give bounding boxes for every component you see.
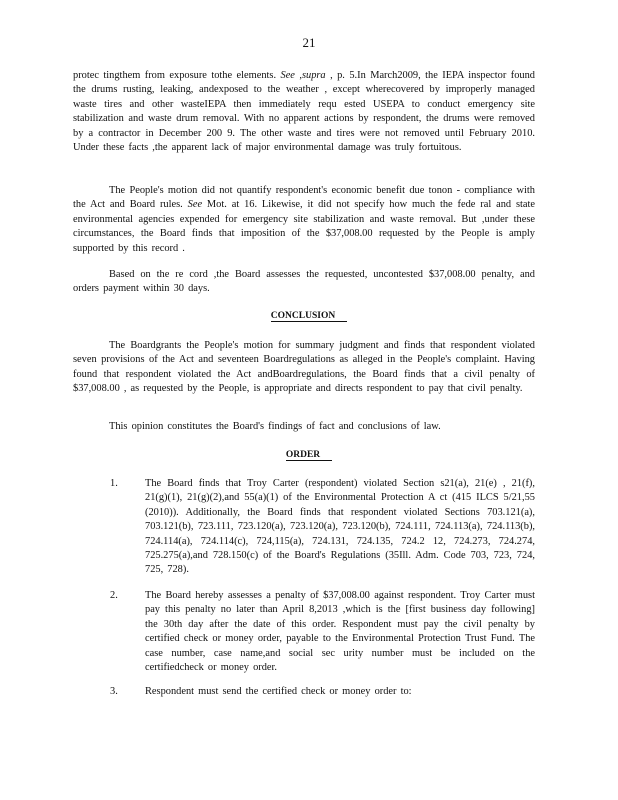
- para2-text-a: The People's motion did not quantify respondent's economic benefit due tonon - compliance with the Act and Board rules.: [73, 185, 535, 211]
- order-item-text: The Board hereby assesses a penalty of $37,008.00 against respondent. Troy Carter must pay this penalty no later than April 8,2013 ,which is the [first business day following] the 30th day after the date of this order. Respondent must pay the civil penalty by certified check or money order, payable to the Environmental Protection Trust Fund. The case number, case name,and social sec urity number must be included on the certifiedcheck or money order.: [145, 590, 535, 674]
- body-paragraph-3: [73, 268, 535, 297]
- para1-text-b: ,: [294, 70, 302, 81]
- conclusion-paragraph-2: [73, 420, 535, 434]
- page-number: 21: [302, 35, 316, 50]
- conclusion-para2-text: This opinion constitutes the Board's findings of fact and conclusions of law.: [109, 421, 441, 432]
- order-heading: ORDER: [0, 450, 618, 460]
- conclusion-paragraph-1: [73, 339, 535, 397]
- para1-text-c: , p. 5.In March2009, the IEPA inspector found the drums rusting, leaking, andexposed to the weather , except wherecovered by improperly managed waste tires and other wasteIEPA then immediately requ ested USEPA to conduct emergency site stabilization and waste drum removal. With no apparent actions by respondent, the drums were removed by a contractor in December 200 9. The other waste and tires were not removed until February 2010. Under these facts ,the apparent lack of major environmental damage was truly fortuitous.: [73, 70, 536, 154]
- order-item-text: The Board finds that Troy Carter (respondent) violated Section s21(a), 21(e) , 21(f), 21(g)(1), 21(g)(2),and 55(a)(1) of the Environmental Protection A ct (415 ILCS 5/21,55 (2010)). Additionally, the Board finds that respondent violated Sections 703.121(a), 703.121(b), 723.111, 723.120(a), 723.120(a), 723.120(b), 724.111, 724.113(a), 724.113(b), 724.114(a), 724.114(c), 724,115(a), 724.131, 724.135, 724.2 12, 724.273, 724.274, 725.275(a),and 728.150(c) of the Board's Regulations (35Ill. Adm. Code 703, 723, 724, 725, 728).: [145, 478, 535, 576]
- conclusion-heading: CONCLUSION: [0, 311, 618, 321]
- body-paragraph-1: [73, 69, 535, 155]
- para3-text: Based on the re cord ,the Board assesses the requested, uncontested $37,008.00 penalty, and orders payment within 30 days.: [73, 269, 535, 295]
- conclusion-para1-text: The Boardgrants the People's motion for summary judgment and finds that respondent violated seven provisions of the Act and seventeen Boardregulations as alleged in the People's complaint. Having found that respondent violated the Act andBoardregulations, the Board finds that a civil penalty of $37,008.00 , as requested by the People, is appropriate and directs respondent to pay that civil penalty.: [73, 340, 535, 395]
- order-item-number: 3.: [110, 686, 118, 697]
- order-item-number: 2.: [110, 590, 118, 601]
- order-item-1: [110, 477, 535, 578]
- see-citation: See: [280, 70, 295, 81]
- order-item-3: [110, 685, 535, 699]
- order-item-number: 1.: [110, 478, 118, 489]
- order-item-2: [110, 589, 535, 675]
- order-item-text: Respondent must send the certified check or money order to:: [145, 686, 412, 697]
- body-paragraph-2: [73, 184, 535, 256]
- see-citation: See: [187, 199, 203, 211]
- supra-citation: supra: [301, 70, 326, 81]
- para2-text-b: Mot. at 16. Likewise, it did not specify how much the fede ral and state environmental agencies expended for emergency site stabilization and waste removal. But ,under these circumstances, the Board finds that imposition of the $37,008.00 requested by the People is amply supported by this record .: [73, 199, 535, 254]
- para1-text-a: protec tingthem from exposure tothe elements.: [73, 70, 281, 81]
